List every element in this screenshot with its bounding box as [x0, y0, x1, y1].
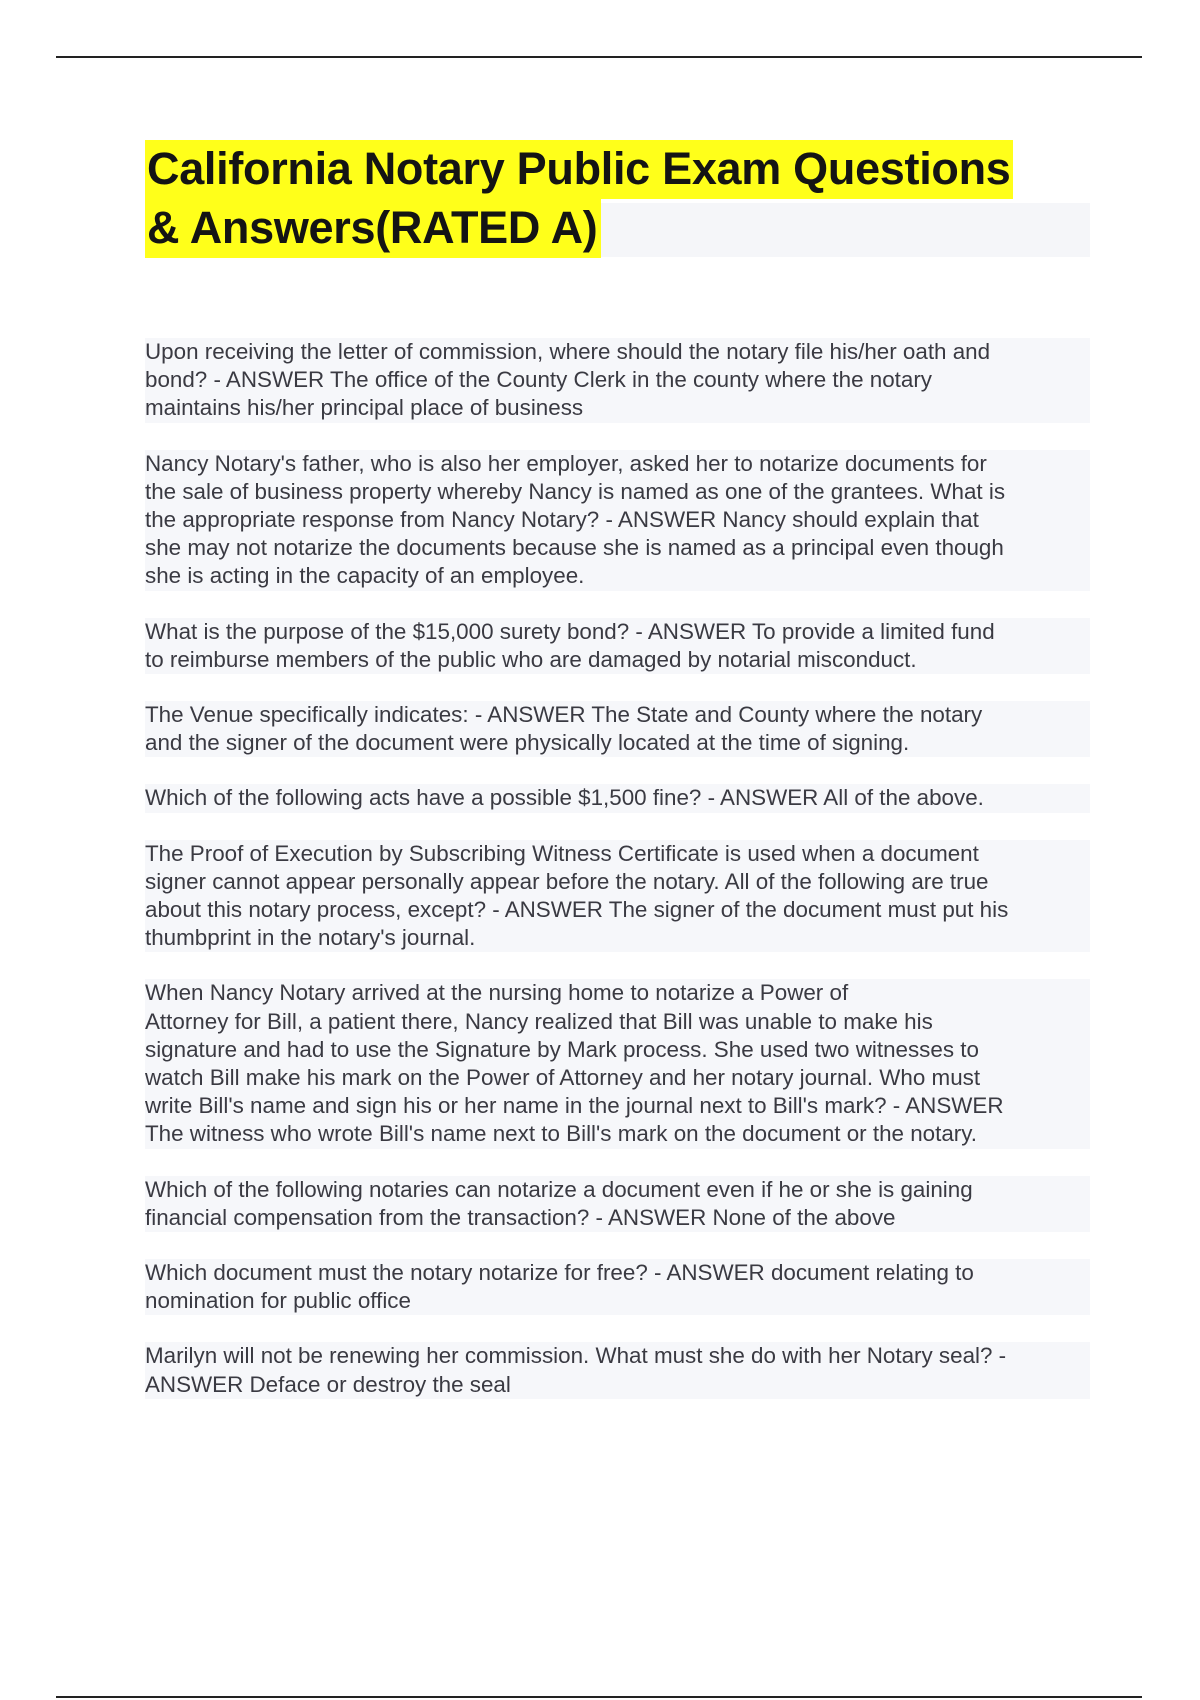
qa-text-line: The Proof of Execution by Subscribing Witness Certificate is used when a document — [145, 840, 1090, 868]
title-line-2-wrap — [145, 199, 601, 258]
qa-text-line: When Nancy Notary arrived at the nursing home to notarize a Power of — [145, 979, 1090, 1007]
title-line-1: California Notary Public Exam Questions — [145, 140, 1013, 199]
qa-text-line: Upon receiving the letter of commission, where should the notary file his/her oath and — [145, 338, 1090, 366]
qa-text-line: bond? - ANSWER The office of the County Clerk in the county where the notary — [145, 366, 1090, 394]
qa-text-line: Which of the following notaries can notarize a document even if he or she is gaining — [145, 1176, 1090, 1204]
qa-text-line: Attorney for Bill, a patient there, Nancy realized that Bill was unable to make his — [145, 1008, 1090, 1036]
header-rule — [56, 56, 1142, 58]
qa-item — [145, 701, 1090, 757]
qa-text-line: Marilyn will not be renewing her commission. What must she do with her Notary seal? - — [145, 1342, 1090, 1370]
qa-item — [145, 618, 1090, 674]
qa-item — [145, 450, 1090, 591]
qa-item — [145, 1176, 1090, 1232]
qa-text-line: financial compensation from the transaction? - ANSWER None of the above — [145, 1204, 1090, 1232]
qa-text-line: What is the purpose of the $15,000 surety bond? - ANSWER To provide a limited fund — [145, 618, 1090, 646]
qa-text-line: The Venue specifically indicates: - ANSWER The State and County where the notary — [145, 701, 1090, 729]
qa-text-line: Which document must the notary notarize for free? - ANSWER document relating to — [145, 1259, 1090, 1287]
qa-text-line: write Bill's name and sign his or her name in the journal next to Bill's mark? - ANSWER — [145, 1092, 1090, 1120]
qa-text-line: watch Bill make his mark on the Power of Attorney and her notary journal. Who must — [145, 1064, 1090, 1092]
qa-text-line: Which of the following acts have a possible $1,500 fine? - ANSWER All of the above. — [145, 784, 1090, 812]
qa-text-line: the appropriate response from Nancy Notary? - ANSWER Nancy should explain that — [145, 506, 1090, 534]
qa-text-line: thumbprint in the notary's journal. — [145, 924, 1090, 952]
qa-text-line: to reimburse members of the public who are damaged by notarial misconduct. — [145, 646, 1090, 674]
footer-rule — [56, 1696, 1142, 1698]
qa-item — [145, 1259, 1090, 1315]
qa-text-line: nomination for public office — [145, 1287, 1090, 1315]
qa-item — [145, 338, 1090, 423]
qa-text-line: about this notary process, except? - ANSWER The signer of the document must put his — [145, 896, 1090, 924]
qa-text-line: signer cannot appear personally appear before the notary. All of the following are true — [145, 868, 1090, 896]
qa-item — [145, 979, 1090, 1148]
qa-text-line: the sale of business property whereby Nancy is named as one of the grantees. What is — [145, 478, 1090, 506]
qa-text-line: and the signer of the document were physically located at the time of signing. — [145, 729, 1090, 757]
qa-text-line: she is acting in the capacity of an employee. — [145, 562, 1090, 590]
qa-item — [145, 784, 1090, 812]
qa-item — [145, 840, 1090, 953]
qa-text-line: she may not notarize the documents because she is named as a principal even though — [145, 534, 1090, 562]
qa-text-line: The witness who wrote Bill's name next to Bill's mark on the document or the notary. — [145, 1120, 1090, 1148]
qa-text-line: Nancy Notary's father, who is also her employer, asked her to notarize documents for — [145, 450, 1090, 478]
document-title — [145, 140, 1090, 258]
qa-item — [145, 1342, 1090, 1398]
qa-text-line: maintains his/her principal place of business — [145, 394, 1090, 422]
qa-list — [145, 338, 1090, 1426]
title-line-2: & Answers(RATED A) — [145, 199, 601, 258]
qa-text-line: ANSWER Deface or destroy the seal — [145, 1371, 1090, 1399]
qa-text-line: signature and had to use the Signature by Mark process. She used two witnesses to — [145, 1036, 1090, 1064]
